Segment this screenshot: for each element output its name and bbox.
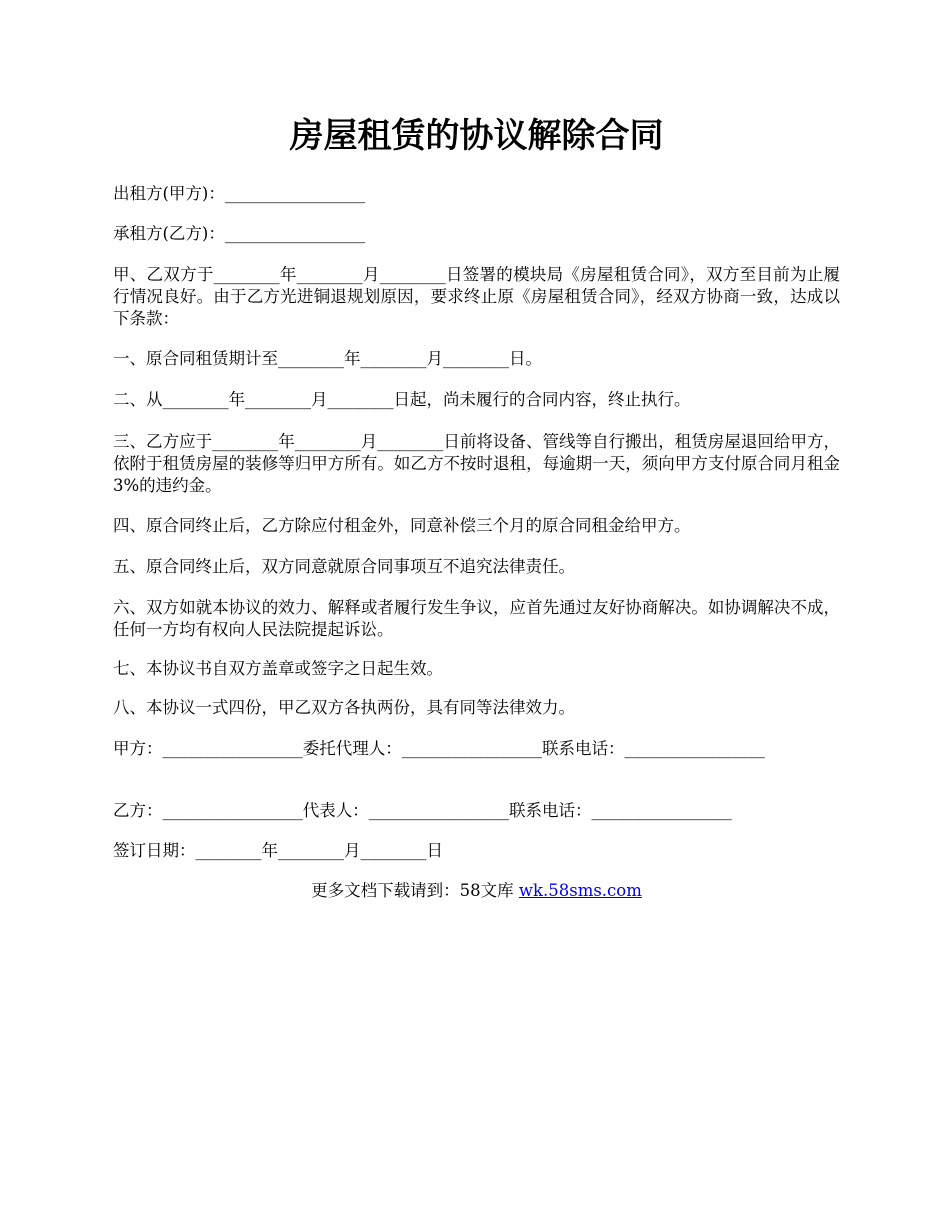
footer-text: 更多文档下载请到：58文库: [311, 881, 519, 900]
clause-8: 八、本协议一式四份，甲乙双方各执两份，具有同等法律效力。: [113, 698, 575, 717]
party-a-signature-line: 甲方：_________________委托代理人：_________________联系电话：_________________: [113, 739, 765, 758]
footer: [113, 880, 840, 902]
intro-paragraph: 甲、乙双方于________年________月________日签署的模块局《房屋租赁合同》，双方至目前为止履行情况良好。由于乙方光进铜退规划原因，要求终止原《房屋租赁合同》，经双方协商一致，达成以下条款：: [113, 265, 840, 328]
clause-5: 五、原合同终止后，双方同意就原合同事项互不追究法律责任。: [113, 557, 575, 576]
clause-3: 三、乙方应于________年________月________日前将设备、管线等自行搬出，租赁房屋退回给甲方，依附于租赁房屋的装修等归甲方所有。如乙方不按时退租，每逾期一天，须向甲方支付原合同月租金3%的违约金。: [113, 432, 840, 495]
clause-2: 二、从________年________月________日起，尚未履行的合同内容，终止执行。: [113, 390, 691, 409]
clause-6: 六、双方如就本协议的效力、解释或者履行发生争议，应首先通过友好协商解决。如协调解决不成，任何一方均有权向人民法院提起诉讼。: [113, 598, 840, 639]
clause-1: 一、原合同租赁期计至________年________月________日。: [113, 349, 542, 368]
sign-date-line: 签订日期：________年________月________日: [113, 841, 443, 860]
document-title: 房屋租赁的协议解除合同: [289, 116, 664, 156]
clause-4: 四、原合同终止后，乙方除应付租金外，同意补偿三个月的原合同租金给甲方。: [113, 516, 691, 535]
clause-7: 七、本协议书自双方盖章或签字之日起生效。: [113, 659, 443, 678]
party-b-signature-line: 乙方：_________________代表人：_________________联系电话：_________________: [113, 801, 732, 820]
lessee-line: 承租方(乙方)：_________________: [113, 224, 366, 243]
footer-link[interactable]: wk.58sms.com: [518, 881, 642, 900]
lessor-line: 出租方(甲方)：_________________: [113, 184, 366, 203]
